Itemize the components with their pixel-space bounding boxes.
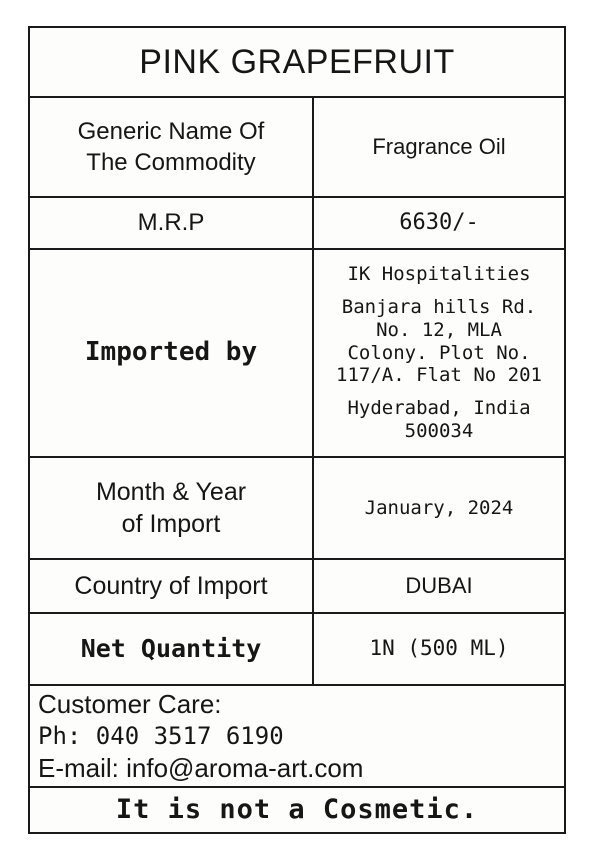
net-quantity-label: Net Quantity — [80, 633, 262, 663]
import-date-value: January, 2024 — [364, 496, 514, 519]
address-line: No. 12, MLA — [376, 318, 502, 341]
mrp-value: 6630/- — [399, 209, 479, 235]
import-date-label-line2: of Import — [121, 510, 221, 538]
divider — [30, 684, 564, 686]
importer-address — [314, 250, 564, 456]
address-line: 117/A. Flat No 201 — [336, 364, 542, 387]
import-date-label-line1: Month & Year — [95, 477, 247, 506]
generic-name-label-line1: Generic Name Of — [77, 117, 265, 145]
product-title: PINK GRAPEFRUIT — [139, 42, 455, 81]
address-line: Colony. Plot No. — [347, 341, 531, 364]
generic-name-value: Fragrance Oil — [372, 133, 506, 159]
country-value: DUBAI — [405, 572, 473, 598]
product-label — [28, 26, 566, 834]
disclaimer: It is not a Cosmetic. — [115, 794, 479, 826]
imported-by-label: Imported by — [84, 337, 258, 368]
country-label: Country of Import — [74, 571, 268, 600]
import-date-label — [30, 458, 312, 558]
customer-care-email: E-mail: info@aroma-art.com — [38, 752, 364, 783]
net-quantity-value: 1N (500 ML) — [369, 636, 509, 661]
address-pin: 500034 — [404, 419, 474, 442]
address-line: Banjara hills Rd. — [341, 296, 537, 318]
generic-name-label-line2: The Commodity — [86, 149, 256, 176]
generic-name-label — [30, 98, 312, 196]
address-city: Hyderabad, India — [347, 397, 531, 420]
customer-care — [38, 688, 363, 785]
mrp-label: M.R.P — [137, 209, 205, 237]
importer-name: IK Hospitalities — [347, 263, 531, 286]
customer-care-heading: Customer Care: — [38, 689, 222, 719]
customer-care-phone: Ph: 040 3517 6190 — [38, 722, 284, 751]
